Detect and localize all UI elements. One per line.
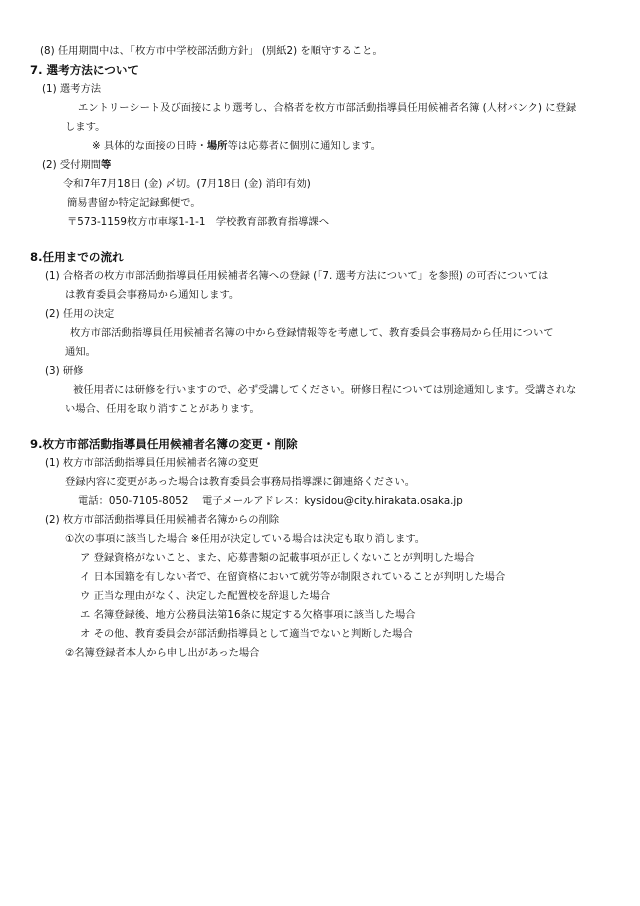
interview-note xyxy=(92,139,381,153)
selection-method-title: (1) 選考方法 xyxy=(42,83,102,95)
mail-method-text: 簡易書留か特定記録郵便で。 xyxy=(67,197,201,209)
training-text: 被任用者には研修を行いますので、必ず受講してください。研修日程については別途通知します。受講されな xyxy=(73,384,577,396)
removal-item-u: ウ 正当な理由がなく、決定した配置校を辞退した場合 xyxy=(80,590,331,602)
interview-note-prefix: ※ 具体的な面接の日時・ xyxy=(92,140,207,152)
section-9-heading: 9.枚方市部活動指導員任用候補者名簿の変更・削除 xyxy=(30,437,298,451)
mailing-address: 〒573-1159枚方市車塚1-1-1 学校教育部教育指導課へ xyxy=(67,216,330,228)
training-title: (3) 研修 xyxy=(45,365,84,377)
removal-item-e: エ 名簿登録後、地方公務員法第16条に規定する欠格事項に該当した場合 xyxy=(80,609,416,621)
selection-method-text: エントリーシート及び面接により選考し、合格者を枚方市部活動指導員任用候補者名簿 (人材バンク) に登録 xyxy=(78,102,577,114)
removal-item-a: ア 登録資格がないこと、また、応募書類の記載事項が正しくないことが判明した場合 xyxy=(80,552,475,564)
appointment-decision-title: (2) 任用の決定 xyxy=(45,308,115,320)
appointment-decision-text: 枚方市部活動指導員任用候補者名簿の中から登録情報等を考慮して、教育委員会事務局から任用について xyxy=(70,327,554,339)
selection-method-text-cont: します。 xyxy=(65,121,106,133)
appointment-decision-text-cont: 通知。 xyxy=(65,346,96,358)
reception-period-bold: 等 xyxy=(101,159,112,171)
section-8-heading: 8.任用までの流れ xyxy=(30,250,124,264)
removal-condition-2: ②名簿登録者本人から申し出があった場合 xyxy=(65,647,260,659)
reception-period-label: (2) 受付期間 xyxy=(42,159,102,171)
removal-item-i: イ 日本国籍を有しない者で、在留資格において就労等が制限されていることが判明した場合 xyxy=(80,571,506,583)
roster-change-text: 登録内容に変更があった場合は教育委員会事務局指導課に御連絡ください。 xyxy=(65,476,415,488)
interview-note-bold: 場所 xyxy=(206,140,228,152)
contact-info: 電話：050-7105-8052 電子メールアドレス：kysidou@city.hirakata.osaka.jp xyxy=(78,495,463,507)
registration-notice: (1) 合格者の枚方市部活動指導員任用候補者名簿への登録 (「7. 選考方法について」を参照) の可否については xyxy=(45,270,549,282)
removal-condition-1: ①次の事項に該当した場合 ※任用が決定している場合は決定も取り消します。 xyxy=(65,533,426,545)
section-7-heading: 7. 選考方法について xyxy=(30,63,140,77)
removal-item-o: オ その他、教育委員会が部活動指導員として適当でないと判断した場合 xyxy=(80,628,413,640)
training-text-cont: い場合、任用を取り消すことがあります。 xyxy=(65,403,260,415)
interview-note-suffix: 等は応募者に個別に通知します。 xyxy=(227,140,382,152)
roster-removal-title: (2) 枚方市部活動指導員任用候補者名簿からの削除 xyxy=(45,514,280,526)
roster-change-title: (1) 枚方市部活動指導員任用候補者名簿の変更 xyxy=(45,457,259,469)
reception-period-title xyxy=(42,158,111,172)
policy-compliance-line: (8) 任用期間中は、「枚方市中学校部活動方針」 (別紙2) を順守すること。 xyxy=(40,45,383,57)
deadline-text: 令和7年7月18日 (金) 〆切。(7月18日 (金) 消印有効) xyxy=(63,178,311,190)
registration-notice-cont: は教育委員会事務局から通知します。 xyxy=(65,289,240,301)
